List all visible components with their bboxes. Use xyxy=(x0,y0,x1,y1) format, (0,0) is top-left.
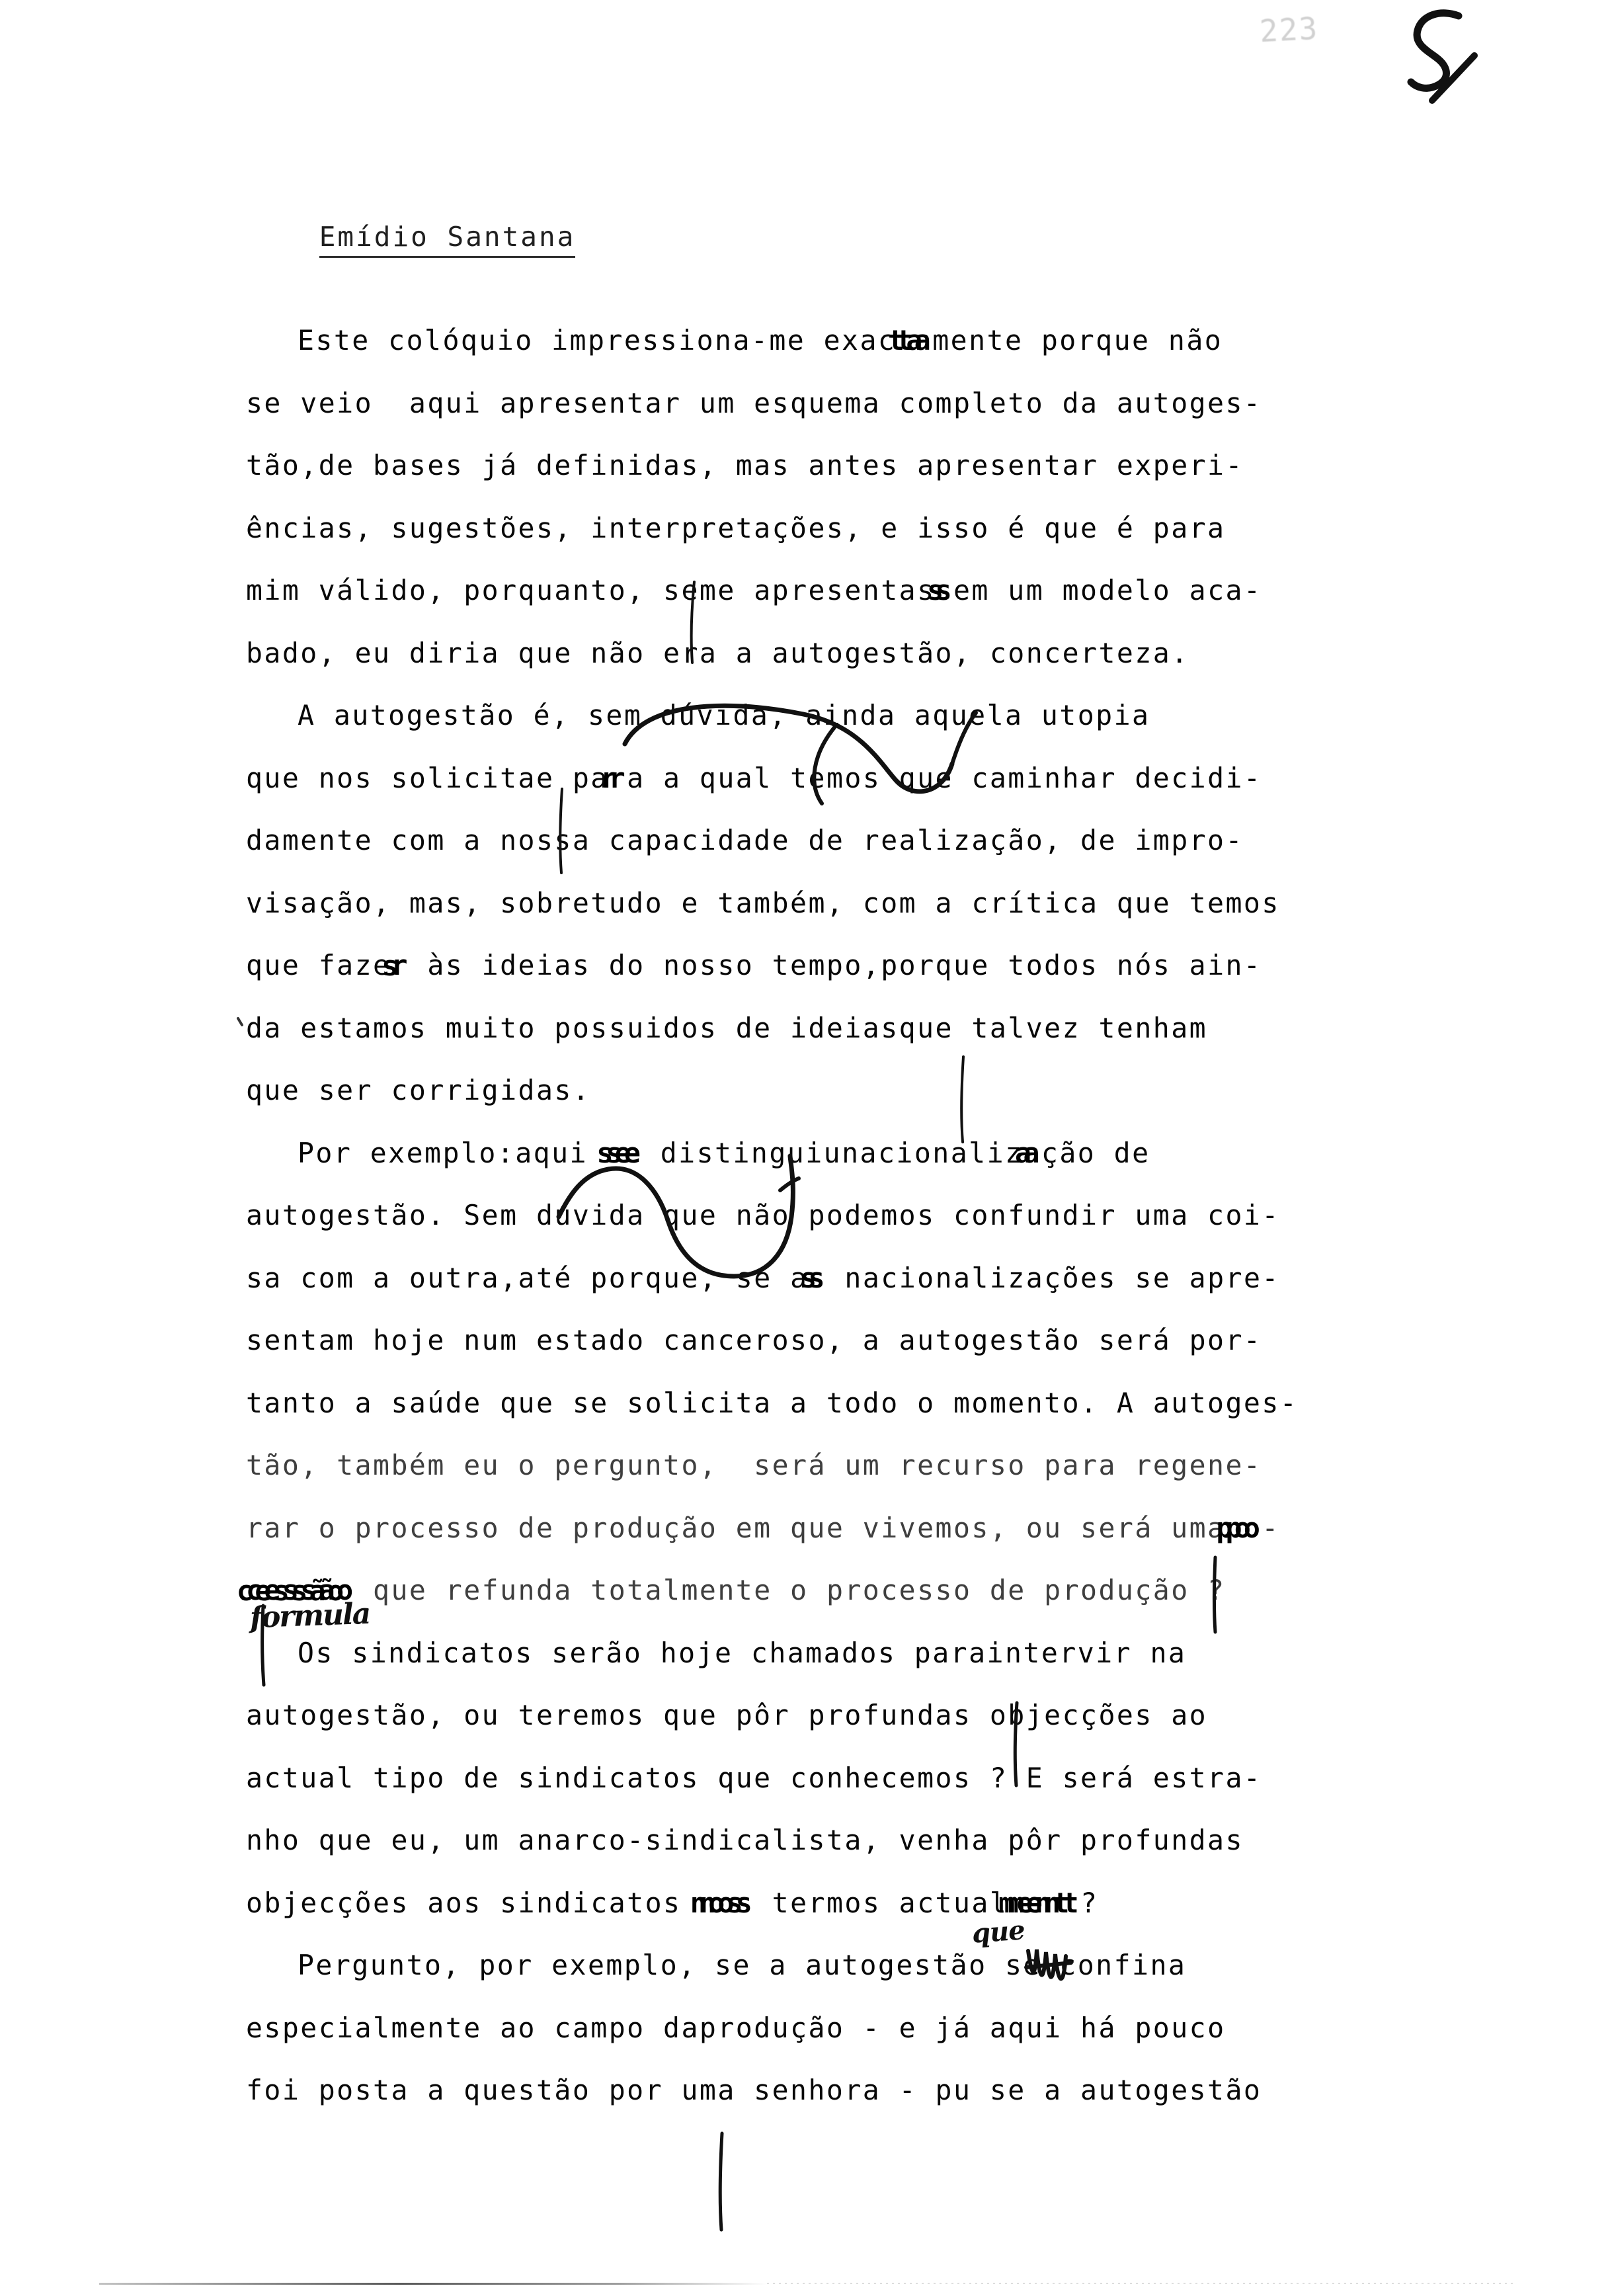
folio-stamp-number: 223 xyxy=(1258,10,1320,50)
overtyped-characters: a a xyxy=(1023,1122,1041,1185)
text-line: tão,de bases já definidas, mas antes apresentar experi- xyxy=(246,449,1244,481)
line-segment: a a qual temos que caminhar decidi- xyxy=(627,761,1262,794)
line-segment: ainda xyxy=(805,699,897,731)
pen-stray-tick xyxy=(238,1018,242,1025)
line-segment: que talvez tenham xyxy=(899,1011,1208,1044)
scan-edge-artifact xyxy=(99,2283,767,2285)
text-line: damente com a nossa capacidade de realização, de impro- xyxy=(246,824,1244,856)
line-segment: produção - e já aqui há pouco xyxy=(699,2011,1226,2044)
handwritten-insertion-formula: formula xyxy=(249,1596,371,1635)
handwritten-folio-mark xyxy=(1395,1,1488,107)
line-segment: aquela utopia xyxy=(896,699,1150,731)
pen-vertical-stroke-5 xyxy=(720,2133,722,2230)
text-line: autogestão, ou teremos que pôr profundas objecções ao xyxy=(246,1699,1208,1731)
overtyped-characters: po po xyxy=(1226,1497,1262,1560)
line-segment: distinguiu xyxy=(642,1136,842,1169)
text-line: que ser corrigidas. xyxy=(246,1074,591,1106)
text-line: nho que eu, um anarco-sindicalista, venha pôr profundas xyxy=(246,1824,1244,1856)
line-segment: A autogestão é, xyxy=(298,699,570,731)
handwritten-insertion-que: que xyxy=(971,1914,1026,1949)
text-line xyxy=(246,1997,1396,2060)
line-segment: que nos solicita xyxy=(246,761,536,794)
line-segment: até porque, xyxy=(518,1261,718,1294)
scan-edge-artifact-dotted xyxy=(767,2283,1514,2284)
text-line xyxy=(246,934,1396,997)
line-segment: s xyxy=(881,1011,899,1044)
overtyped-characters: s s xyxy=(936,559,953,622)
line-segment: me apresentas xyxy=(699,574,936,606)
struck-out-word: nos nos xyxy=(700,1872,754,1935)
text-line xyxy=(246,684,1396,747)
line-segment: especialmente ao campo da xyxy=(246,2011,700,2044)
text-line: tanto a saúde que se solicita a todo o momento. A autoges- xyxy=(246,1386,1299,1419)
document-body xyxy=(246,309,1396,2122)
line-segment: objecções aos sindicatos xyxy=(246,1886,700,1919)
text-line: sentam hoje num estado canceroso, a autogestão será por- xyxy=(246,1324,1262,1356)
line-segment: ? xyxy=(1080,1886,1099,1919)
text-line xyxy=(246,1247,1396,1310)
line-segment: e pa xyxy=(536,761,609,794)
text-line: foi posta a questão por uma senhora - pu se a autogestão xyxy=(246,2074,1262,2106)
line-segment: Este colóquio impressiona-me exac xyxy=(298,324,897,356)
line-segment: aqui xyxy=(515,1136,606,1169)
overtyped-characters: r s xyxy=(391,934,409,997)
struck-out-word: cessão cessão xyxy=(246,1559,355,1622)
text-line: ências, sugestões, interpretações, e isso é que é para xyxy=(246,511,1226,544)
overtyped-characters: s s xyxy=(809,1247,826,1310)
text-line xyxy=(246,1497,1396,1560)
text-line xyxy=(246,1122,1396,1185)
text-line xyxy=(246,997,1396,1060)
line-segment: - xyxy=(1262,1511,1280,1544)
overtyped-characters: se se xyxy=(606,1122,642,1185)
line-segment: sem dúvida, xyxy=(569,699,806,731)
line-segment: que faze xyxy=(246,949,391,981)
text-line: se veio aqui apresentar um esquema completo da autoges- xyxy=(246,386,1262,419)
line-segment: mim válido, porquanto, se xyxy=(246,574,700,606)
text-line: actual tipo de sindicatos que conhecemos ? E será estra- xyxy=(246,1761,1262,1794)
line-segment: Por exemplo: xyxy=(298,1136,516,1169)
line-segment: nacionaliz xyxy=(842,1136,1024,1169)
text-line xyxy=(246,1622,1396,1685)
line-segment: intervir na xyxy=(986,1636,1187,1669)
line-segment: às ideias do nosso tempo,porque todos nós ain- xyxy=(409,949,1262,981)
line-segment: da estamos muito possuidos de ideia xyxy=(246,1011,881,1044)
author-header xyxy=(246,189,575,290)
text-line: visação, mas, sobretudo e também, com a crítica que temos xyxy=(246,886,1280,919)
line-segment: nacionalizações se apre- xyxy=(826,1261,1280,1294)
text-line xyxy=(246,747,1396,810)
struck-out-word: ment ment xyxy=(1008,1872,1080,1935)
text-line: bado, eu diria que não era a autogestão, concerteza. xyxy=(246,636,1189,669)
line-segment: termos actual xyxy=(754,1886,1008,1919)
overtyped-characters: ta ta xyxy=(896,309,932,372)
line-segment: Os sindicatos serão hoje chamados para xyxy=(298,1636,987,1669)
text-line xyxy=(246,1559,1396,1622)
text-line: Pergunto, por exemplo, se a autogestão se confina xyxy=(298,1949,1187,1981)
overtyped-characters: r r xyxy=(609,747,627,810)
line-segment: mente porque não xyxy=(932,324,1223,356)
author-name: Emídio Santana xyxy=(319,221,576,258)
line-segment: se a xyxy=(717,1261,809,1294)
line-segment: sa com a outra, xyxy=(246,1261,518,1294)
line-segment: rar o processo de produção em que vivemos, ou será uma xyxy=(246,1511,1226,1544)
text-line xyxy=(246,1872,1396,1935)
text-line xyxy=(246,559,1396,622)
text-line: tão, também eu o pergunto, será um recurso para regene- xyxy=(246,1449,1262,1481)
line-segment: que refunda totalmente o processo de produção ? xyxy=(354,1574,1226,1606)
text-line xyxy=(246,309,1396,372)
line-segment: ção de xyxy=(1041,1136,1150,1169)
line-segment: em um modelo aca- xyxy=(953,574,1262,606)
text-line: autogestão. Sem dúvida que não podemos confundir uma coi- xyxy=(246,1199,1280,1231)
